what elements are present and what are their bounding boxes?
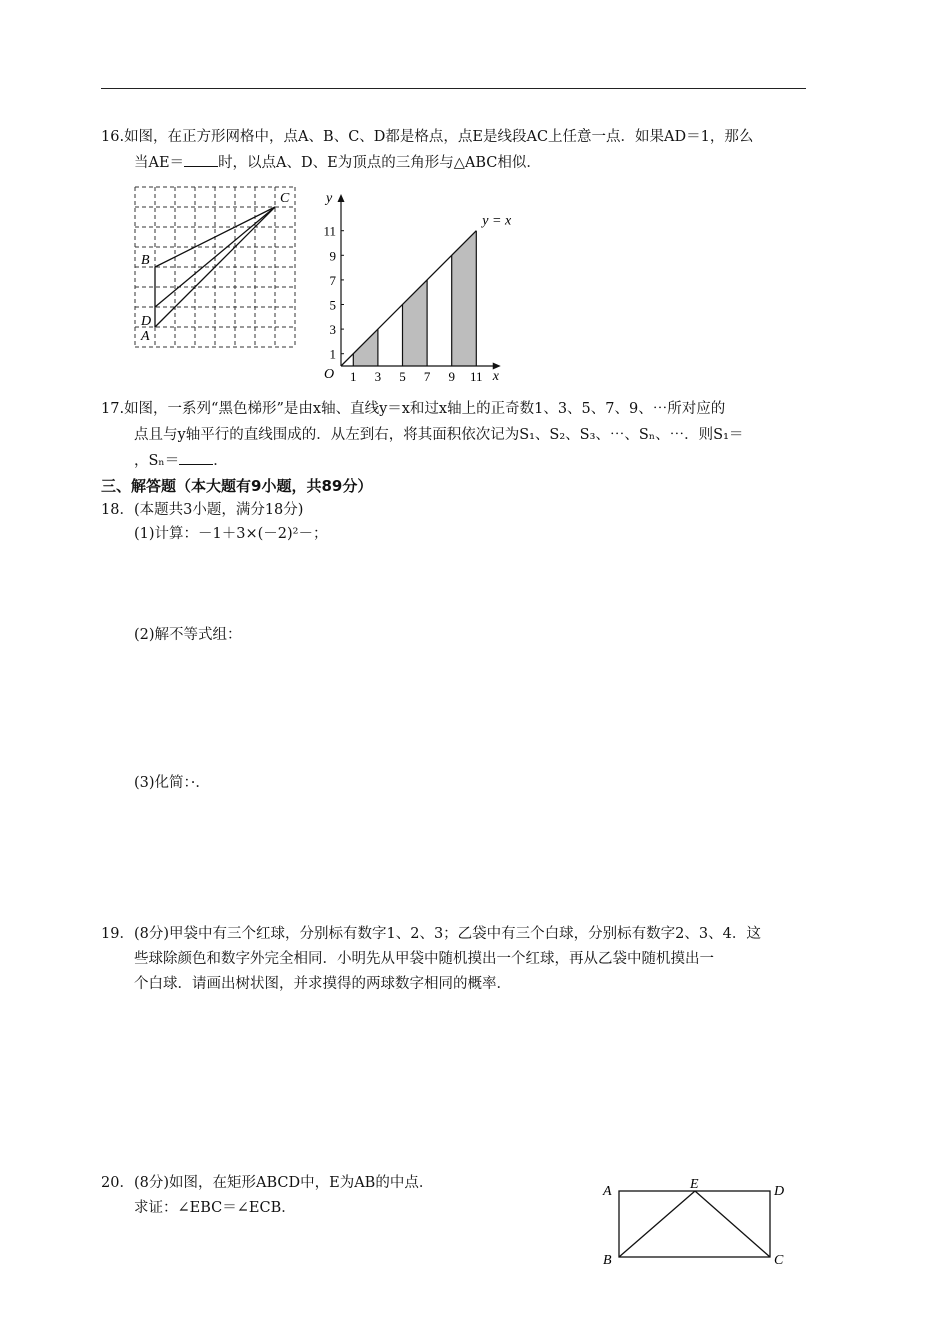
label-d: D (141, 314, 152, 329)
y-tick-labels (323, 224, 336, 362)
q18-part3: (3)化简：·． (134, 775, 210, 791)
q20-number: 20． (101, 1175, 134, 1191)
label-c: C (280, 191, 290, 206)
shaded-trapezoids (353, 231, 476, 366)
q19-text-1: (8分)甲袋中有三个红球，分别标有数字1、2、3；乙袋中有三个白球，分别标有数字2、3、4．这 (133, 926, 761, 942)
q18-part1: (1)计算：－1＋3×(－2)²－； (134, 526, 328, 542)
q20-rectangle-figure (596, 1172, 796, 1272)
label-e: E (690, 1177, 699, 1192)
trapezoid-chart (320, 186, 530, 382)
q17-text-2: 点且与y轴平行的直线围成的．从左到右，将其面积依次记为S₁、S₂、S₃、⋯、Sₙ、⋯．则S₁＝ (134, 427, 744, 443)
label-d: D (774, 1184, 785, 1199)
y-tick-1: 1 (329, 346, 336, 362)
y-tick-7: 7 (329, 272, 336, 288)
q16-line1 (101, 126, 753, 148)
segment-ec (695, 1191, 770, 1257)
q19-number: 19． (101, 926, 134, 942)
x-tick-5: 5 (399, 369, 406, 382)
q16-text-2a: 当AE＝ (134, 155, 185, 171)
q17-line1 (101, 398, 725, 420)
rectangle-abcd (619, 1191, 770, 1257)
x-tick-11: 11 (470, 369, 483, 382)
y-tick-11: 11 (323, 223, 336, 239)
q17-number: 17. (101, 401, 125, 417)
q16-text-2b: 时，以点A、D、E为顶点的三角形与△ABC相似． (218, 155, 541, 171)
q18-number: 18． (101, 502, 134, 518)
q17-text-3a: ，Sₙ＝ (134, 453, 180, 469)
x-tick-7: 7 (423, 369, 431, 382)
q16-text-1: 如图，在正方形网格中，点A、B、C、D都是格点，点E是线段AC上任意一点．如果AD＝1，那么 (124, 129, 754, 145)
q20-line1 (101, 1172, 433, 1194)
q17-line2 (134, 424, 743, 446)
q17-text-3b: ． (213, 453, 228, 469)
y-tick-3: 3 (329, 322, 336, 338)
q17-line3 (134, 450, 228, 472)
q16-line2 (134, 152, 541, 174)
label-b: B (141, 253, 150, 268)
q19-line1 (101, 923, 761, 945)
y-axis-arrow (338, 194, 345, 202)
y-axis-label: y (326, 190, 333, 206)
q16-grid-figure (128, 180, 308, 360)
section-3-heading: 三、解答题（本大题有9小题，共89分） (101, 477, 373, 495)
q17-text-1: 如图，一系列“黑色梯形”是由x轴、直线y＝x和过x轴上的正奇数1、3、5、7、9、⋯所对应的 (124, 401, 726, 417)
x-tick-1: 1 (350, 369, 357, 382)
label-a: A (141, 329, 150, 344)
q18-part2: (2)解不等式组： (134, 627, 242, 643)
q16-answer-blank[interactable] (184, 152, 218, 167)
label-c: C (774, 1253, 784, 1268)
origin-label: O (324, 367, 335, 382)
label-b: B (603, 1253, 612, 1268)
label-a: A (603, 1184, 612, 1199)
y-tick-5: 5 (329, 297, 336, 313)
x-tick-3: 3 (374, 369, 382, 382)
y-tick-9: 9 (329, 248, 336, 264)
q16-number: 16. (101, 129, 125, 145)
line-label: y = x (482, 213, 512, 229)
q19-line3: 个白球．请画出树状图，并求摸得的两球数字相同的概率． (134, 976, 511, 992)
x-tick-9: 9 (448, 369, 455, 382)
shaded-trapezoid-1 (353, 329, 378, 366)
header-rule (101, 88, 806, 89)
q20-line2: 求证：∠EBC＝∠ECB． (134, 1200, 296, 1216)
q20-text-1: (8分)如图，在矩形ABCD中，E为AB的中点． (133, 1175, 434, 1191)
q18-intro-text: (本题共3小题，满分18分) (133, 502, 304, 518)
q18-intro (101, 499, 303, 521)
x-axis-label: x (492, 369, 499, 382)
q17-answer-blank[interactable] (179, 450, 213, 465)
q19-line2: 些球除颜色和数字外完全相同．小明先从甲袋中随机摸出一个红球，再从乙袋中随机摸出一 (134, 951, 714, 967)
segment-be (619, 1191, 695, 1257)
